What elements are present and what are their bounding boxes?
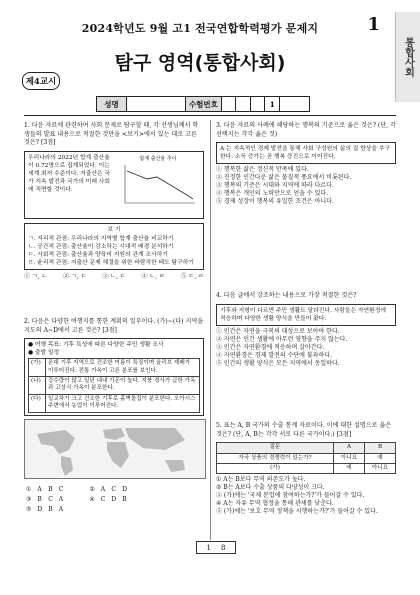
q1-answer-5[interactable]: ⑤ ㄷ, ㄹ bbox=[180, 272, 204, 280]
q1-answers bbox=[24, 273, 204, 281]
q2-plan-box bbox=[24, 338, 204, 415]
id-label: 수험번호 bbox=[186, 97, 222, 111]
q1-bogi-4: ㄹ. 윤리적 관점: 저출산 문제 해결을 위한 바람직한 태도 탐구하기 bbox=[28, 259, 194, 266]
q1-chart-title: 합계 출산율 추이 bbox=[139, 155, 177, 162]
map-north-america bbox=[37, 430, 75, 454]
q5-answer-2[interactable]: ② B는 A보다 수출 상품의 다양성이 크다. bbox=[216, 484, 325, 492]
q3-answer-5[interactable]: ⑤ 경제 성장이 행복의 유일한 조건은 아니다. bbox=[216, 198, 334, 206]
q1-fertility-chart bbox=[119, 155, 197, 207]
q1-bogi-3: ㄷ. 사회적 관점: 출산율과 양육비 지원의 관계 조사하기 bbox=[28, 251, 168, 258]
footer-page: 1 bbox=[206, 543, 211, 552]
q5-answers bbox=[216, 476, 396, 516]
page-number: 1 bbox=[367, 14, 380, 35]
map-australia bbox=[165, 460, 185, 472]
table-row: (나) 강수량이 많고 일년 내내 기온이 높다. 지붕 경사가 급한 가옥과 고상식 가옥이 분포한다. bbox=[29, 377, 200, 395]
q2-world-map bbox=[24, 419, 206, 479]
q4-answer-3[interactable]: ③ 인간은 자연환경에 적응하며 살아간다. bbox=[216, 343, 325, 351]
q4-answer-4[interactable]: ④ 자연환경은 경제 발전의 수단에 불과하다. bbox=[216, 351, 332, 359]
q5-table bbox=[216, 442, 396, 474]
q5-stem: 5. 표는 A, B 국가의 수출 통계 자료이다. 이에 대한 설명으로 옳은 것은? (단, A, B는 각각 서로 다른 국가이다.) [3점] bbox=[216, 422, 392, 438]
subject-title: 탐구 영역(통합사회) bbox=[114, 52, 286, 74]
id-field-5[interactable] bbox=[280, 97, 309, 111]
q4-passage: 기후와 지형이 다르면 주민 생활도 달라진다. 사람들은 자연환경에 적응하며 다양한 생활 양식을 만들어 왔다. bbox=[216, 304, 396, 326]
q4-stem: 4. 다음 글에서 강조하는 내용으로 가장 적절한 것은? bbox=[216, 292, 357, 299]
id-field-2[interactable] bbox=[236, 97, 251, 111]
q1-chart-line bbox=[127, 171, 193, 199]
q1-bogi-1: ㄱ. 지리적 관점: 우리나라의 지역별 합계 출산율 비교하기 bbox=[28, 235, 174, 242]
q3-answer-4[interactable]: ④ 행복은 개인의 노력만으로 얻을 수 있다. bbox=[216, 190, 329, 198]
map-europe bbox=[103, 428, 125, 440]
session-badge: 제4교시 bbox=[22, 72, 60, 90]
q4-answer-2[interactable]: ② 자연은 인간 생활에 아무런 영향을 주지 않는다. bbox=[216, 335, 348, 343]
question-5 bbox=[216, 422, 396, 516]
question-2 bbox=[24, 318, 204, 516]
header-rule bbox=[24, 115, 396, 116]
id-field-1[interactable] bbox=[222, 97, 237, 111]
q4-answer-1[interactable]: ① 인간은 자연을 극복의 대상으로 보아야 한다. bbox=[216, 327, 340, 335]
q2-bullet-1: ● 여행 목표: 기후 특성에 따른 다양한 주민 생활 조사 bbox=[28, 342, 164, 349]
q1-chart-svg bbox=[119, 163, 197, 207]
q2-bullet-2: ● 출발 일정 bbox=[28, 350, 60, 357]
map-south-america bbox=[61, 456, 73, 476]
q5-answer-3[interactable]: ③ (가)에는 '국제 분업에 참여하는가?'가 들어갈 수 있다. bbox=[216, 492, 365, 500]
q1-answer-1[interactable]: ① ㄱ, ㄴ bbox=[24, 272, 48, 280]
q1-bogi-box bbox=[24, 223, 204, 270]
table-row: (다) 일교차가 크고 건조한 기후로 흙벽돌집이 분포한다. 오아시스 주변에서 농업이 이루어진다. bbox=[29, 394, 200, 412]
name-field[interactable] bbox=[127, 97, 186, 111]
q5-answer-4[interactable]: ④ A는 자유 무역 협정을 통해 관세를 낮춘다. bbox=[216, 500, 334, 508]
question-1 bbox=[24, 122, 204, 281]
column-divider bbox=[210, 120, 211, 540]
footer-total: 8 bbox=[221, 543, 226, 552]
q1-answer-4[interactable]: ④ ㄴ, ㄹ bbox=[141, 272, 165, 280]
student-info-bar bbox=[96, 96, 310, 112]
q1-bogi-2: ㄴ. 공간적 관점: 출산율이 감소하는 시대적 배경 분석하기 bbox=[28, 243, 174, 250]
page-footer bbox=[196, 541, 236, 554]
q1-passage-box bbox=[24, 151, 204, 219]
q1-stem: 1. 다음 자료에 관련하여 사회 문제로 탐구할 때, 각 선생님께서 학생들의 발표 내용으로 적절한 것만을 <보기>에서 있는 대로 고른 것은? [3점] bbox=[24, 122, 199, 147]
q3-answer-2[interactable]: ② 진정한 인간다운 삶은 물질적 풍요에서 비롯된다. bbox=[216, 174, 352, 182]
q1-answer-2[interactable]: ② ㄱ, ㄷ bbox=[63, 272, 87, 280]
map-asia bbox=[125, 428, 185, 450]
id-field-4[interactable]: 1 bbox=[265, 97, 280, 111]
q4-answer-5[interactable]: ⑤ 인간의 생활 양식은 모든 지역에서 동일하다. bbox=[216, 359, 340, 367]
table-row: (가) 예 아니요 bbox=[217, 464, 396, 474]
name-label: 성명 bbox=[97, 97, 127, 111]
q2-answers bbox=[24, 484, 133, 516]
table-row: 자국 상품의 경쟁력이 있는가? 아니요 예 bbox=[217, 453, 396, 463]
q3-answer-3[interactable]: ③ 행복의 기준은 시대와 지역에 따라 다르다. bbox=[216, 182, 334, 190]
map-africa bbox=[107, 442, 129, 468]
q3-answers bbox=[216, 166, 396, 206]
q3-answer-1[interactable]: ① 행복한 삶은 정신적 만족에 있다. bbox=[216, 166, 309, 174]
q2-stem: 2. 다음은 다양한 여행지를 통한 계획의 일부이다. (가)~(다) 지역을 지도의 A~D에서 고른 것은? [3점] bbox=[24, 318, 204, 334]
q1-answer-3[interactable]: ③ ㄴ, ㄷ bbox=[102, 272, 126, 280]
q3-stem: 3. 다음 자료의 사례에 해당하는 행복의 기준으로 옳은 것은? (단, 각 선택지는 각각 옳은 것) bbox=[216, 122, 396, 138]
q4-answers bbox=[216, 328, 396, 368]
question-4 bbox=[216, 292, 396, 368]
q5-answer-1[interactable]: ① A는 B보다 무역 의존도가 높다. bbox=[216, 476, 306, 484]
question-3 bbox=[216, 122, 396, 206]
q1-passage: 우리나라의 2022년 합계 출산율이 0.72명으로 집계되었다. 이는 세계 최저 수준이다. 저출산은 국가 지속 발전과 국가의 미래 사회에 직면할 것이다. bbox=[28, 154, 111, 193]
id-field-3[interactable] bbox=[251, 97, 266, 111]
exam-title: 2024학년도 9월 고1 전국연합학력평가 문제지 bbox=[81, 22, 319, 35]
q3-passage: A 는 지속적인 경제 발전을 통해 사회 구성원의 삶의 질 향상을 추구한다. 소득 증가는 곧 행복 증진으로 이어진다. bbox=[216, 142, 396, 164]
side-tab-label: 통합사회 bbox=[402, 37, 414, 77]
q2-plan-table bbox=[28, 358, 200, 412]
table-row: (가) 온대 기후 지역으로 건조한 여름이 특징이며 올리브 재배가 이루어진다. 전통 가옥이 고른 분포를 보인다. bbox=[29, 359, 200, 377]
table-row: 질문 A B bbox=[217, 443, 396, 453]
q2-answer-row-2: ③ B C A ④ C D B bbox=[26, 496, 127, 504]
q2-answer-row-1: ① A B C ② A C D bbox=[26, 486, 127, 494]
q5-answer-5[interactable]: ⑤ (가)에는 '보호 무역 정책을 시행하는가?'가 들어갈 수 있다. bbox=[216, 508, 378, 516]
q1-bogi-label: 보 기 bbox=[107, 226, 121, 233]
q2-answer-row-3: ⑤ D B A bbox=[26, 506, 64, 514]
